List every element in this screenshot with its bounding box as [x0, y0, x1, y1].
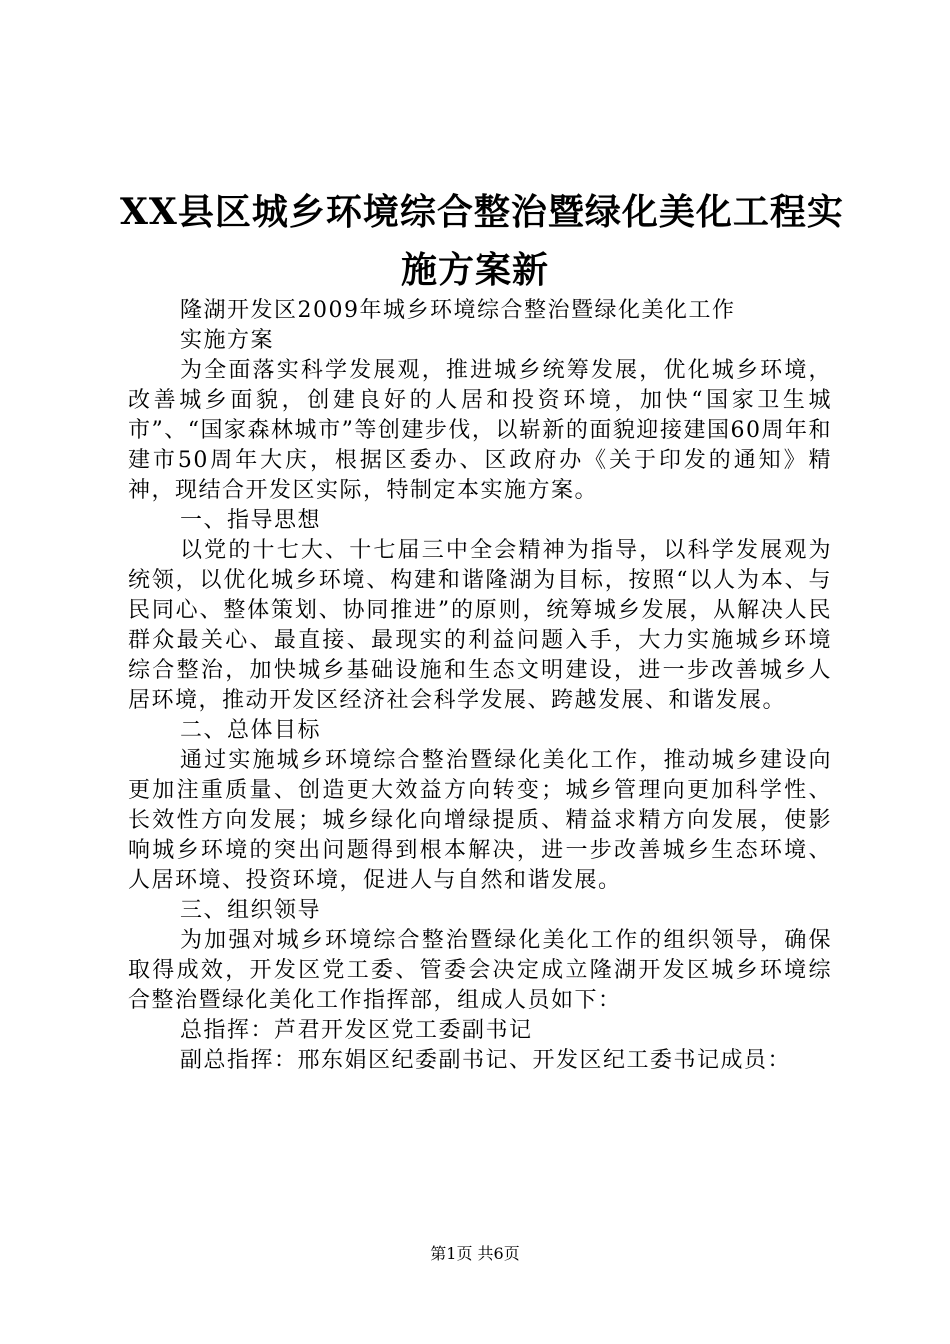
deputy-commander-line: 副总指挥：邢东娟区纪委副书记、开发区纪工委书记成员： — [180, 1048, 792, 1073]
section-heading-organization: 三、组织领导 — [180, 898, 322, 923]
organization-paragraph: 为加强对城乡环境综合整治暨绿化美化工作的组织领导，确保取得成效，开发区党工委、管委会决定成立隆湖开发区城乡环境综合整治暨绿化美化工作指挥部，组成人员如下： — [128, 928, 832, 1013]
intro-paragraph: 为全面落实科学发展观，推进城乡统筹发展，优化城乡环境，改善城乡面貌，创建良好的人居和投资环境，加快“国家卫生城市”、“国家森林城市”等创建步伐，以崭新的面貌迎接建国60周年和建市50周年大庆，根据区委办、区政府办《关于印发的通知》精神，现结合开发区实际，特制定本实施方案。 — [128, 358, 832, 503]
page-number-footer: 第1页 共6页 — [430, 1244, 520, 1263]
document-title-line-2: 施方案新 — [400, 249, 549, 291]
section-heading-overall-goal: 二、总体目标 — [180, 718, 322, 743]
document-body — [128, 296, 832, 1076]
overall-goal-paragraph: 通过实施城乡环境综合整治暨绿化美化工作，推动城乡建设向更加注重质量、创造更大效益方向转变；城乡管理向更加科学性、长效性方向发展；城乡绿化向增绿提质、精益求精方向发展，使影响城乡环境的突出问题得到根本解决，进一步改善城乡生态环境、人居环境、投资环境，促进人与自然和谐发展。 — [128, 748, 832, 893]
commander-line: 总指挥：芦君开发区党工委副书记 — [180, 1018, 533, 1043]
subtitle-line-1: 隆湖开发区2009年城乡环境综合整治暨绿化美化工作 — [180, 298, 736, 323]
document-title-line-1: XX县区城乡环境综合整治暨绿化美化工程实 — [120, 191, 844, 233]
subtitle-line-2: 实施方案 — [180, 328, 275, 353]
guiding-thought-paragraph: 以党的十七大、十七届三中全会精神为指导，以科学发展观为统领，以优化城乡环境、构建和谐隆湖为目标，按照“以人为本、与民同心、整体策划、协同推进”的原则，统筹城乡发展，从解决人民群众最关心、最直接、最现实的利益问题入手，大力实施城乡环境综合整治，加快城乡基础设施和生态文明建设，进一步改善城乡人居环境，推动开发区经济社会科学发展、跨越发展、和谐发展。 — [128, 538, 832, 713]
section-heading-guiding-thought: 一、指导思想 — [180, 508, 322, 533]
